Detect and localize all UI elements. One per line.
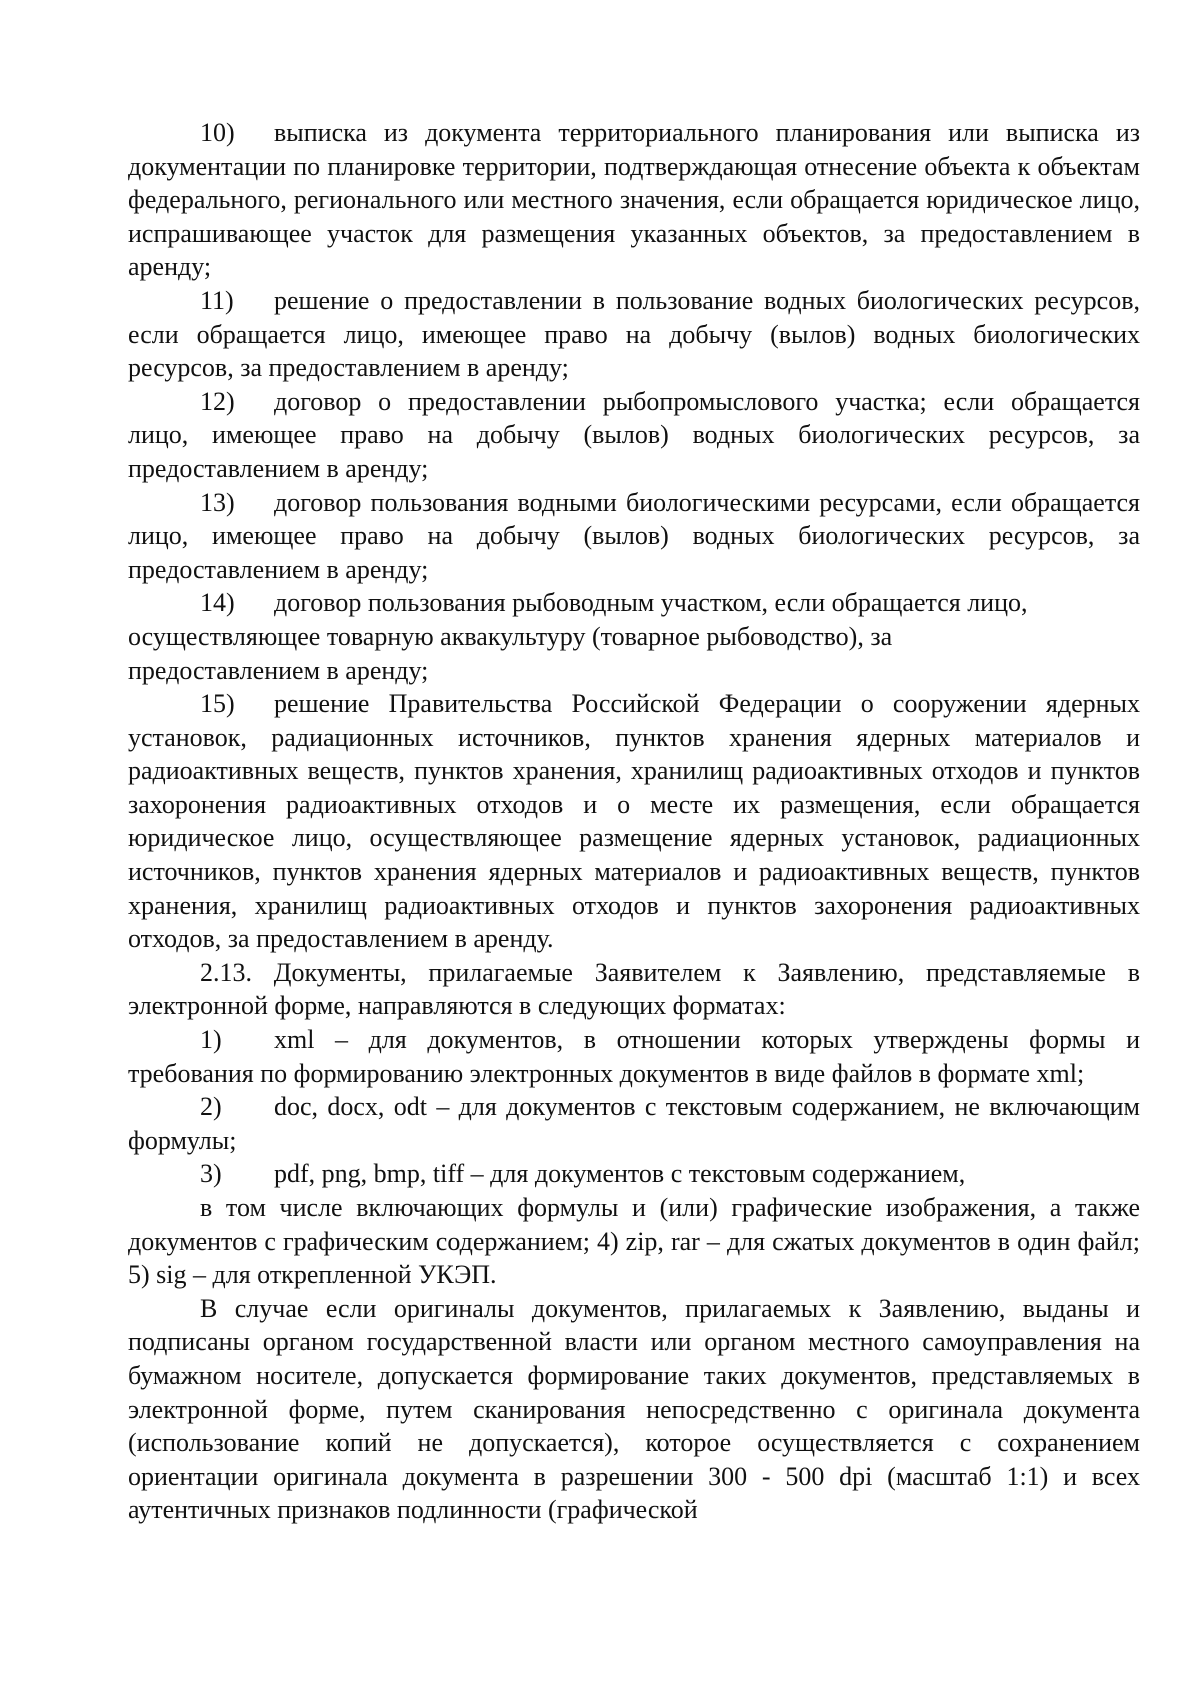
item-number: 14) [200,588,235,618]
item-text: договор пользования водными биологическими ресурсами, если обращается лицо, имеющее право на добычу (вылов) водных биологических ресурсов, за предоставлением в аренду; [128,487,1140,584]
scan-requirements-paragraph [128,1292,1140,1527]
list-item-12 [128,385,1140,486]
paragraph-text: В случае если оригиналы документов, прилагаемых к Заявлению, выданы и подписаны органом государственной власти или органом местного самоуправления на бумажном носителе, допускается формирование таких документов, представляемых в электронной форме, путем сканирования непосредственно с оригинала документа (использование копий не допускается), которое осуществляется с сохранением ориентации оригинала документа в разрешении 300 - 500 dpi (масштаб 1:1) и всех аутентичных признаков подлинности (графической [128,1293,1140,1525]
item-number: 2) [200,1092,222,1122]
item-text: pdf, png, bmp, tiff – для документов с текстовым содержанием, [274,1159,966,1189]
item-text: решение о предоставлении в пользование водных биологических ресурсов, если обращается лицо, имеющее право на добычу (вылов) водных биологических ресурсов, за предоставлением в аренду; [128,285,1140,383]
list-item-15 [128,687,1140,956]
item-text: xml – для документов, в отношении которых утверждены формы и требования по формированию электронных документов в виде файлов в формате xml; [128,1025,1140,1088]
item-text: doc, docx, odt – для документов с текстовым содержанием, не включающим формулы; [128,1092,1140,1155]
item-text-tail: предоставлением в аренду; [128,655,429,685]
list-item-13 [128,486,1140,587]
item-text: выписка из документа территориального планирования или выписка из документации по планировке территории, подтверждающая отнесение объекта к объектам федерального, регионального или местного значения, если обращается юридическое лицо, испрашивающее участок для размещения указанных объектов, за предоставлением в аренду; [128,118,1140,282]
list-item-14 [128,586,1140,687]
item-number: 11) [200,285,234,315]
format-continuation [128,1191,1140,1292]
continuation-text: в том числе включающих формулы и (или) графические изображения, а также документов с графическим содержанием; 4) zip, rar – для сжатых документов в один файл; 5) sig – для открепленной УКЭП. [128,1193,1140,1290]
section-text: 2.13. Документы, прилагаемые Заявителем к Заявлению, представляемые в электронной форме, направляются в следующих форматах: [128,957,1140,1021]
list-item-11 [128,284,1140,385]
item-number: 3) [200,1159,222,1189]
format-item-1 [128,1023,1140,1090]
format-item-2 [128,1090,1140,1157]
item-number: 10) [200,118,235,147]
item-number: 15) [200,689,235,719]
item-number: 1) [200,1025,222,1055]
format-item-3 [128,1157,1140,1191]
item-text: договор о предоставлении рыбопромыслового участка; если обращается лицо, имеющее право на добычу (вылов) водных биологических ресурсов, за предоставлением в аренду; [128,386,1140,483]
item-number: 13) [200,487,235,517]
item-number: 12) [200,386,235,416]
item-text: решение Правительства Российской Федерации о сооружении ядерных установок, радиационных источников, пунктов хранения ядерных материалов и радиоактивных веществ, пунктов хранения, хранилищ радиоактивных отходов и пунктов захоронения радиоактивных отходов и о месте их размещения, если обращается юридическое лицо, осуществляющее размещение ядерных установок, радиационных источников, пунктов хранения ядерных материалов и радиоактивных веществ, пунктов хранения, хранилищ радиоактивных отходов и пунктов захоронения радиоактивных отходов, за предоставлением в аренду. [128,689,1140,954]
item-text: договор пользования рыбоводным участком, если обращается лицо, осуществляющее товарную аквакультуру (товарное рыбоводство), за [128,588,1028,651]
document-body [128,116,1140,1527]
section-2-13 [128,956,1140,1023]
list-item-10 [128,116,1140,284]
